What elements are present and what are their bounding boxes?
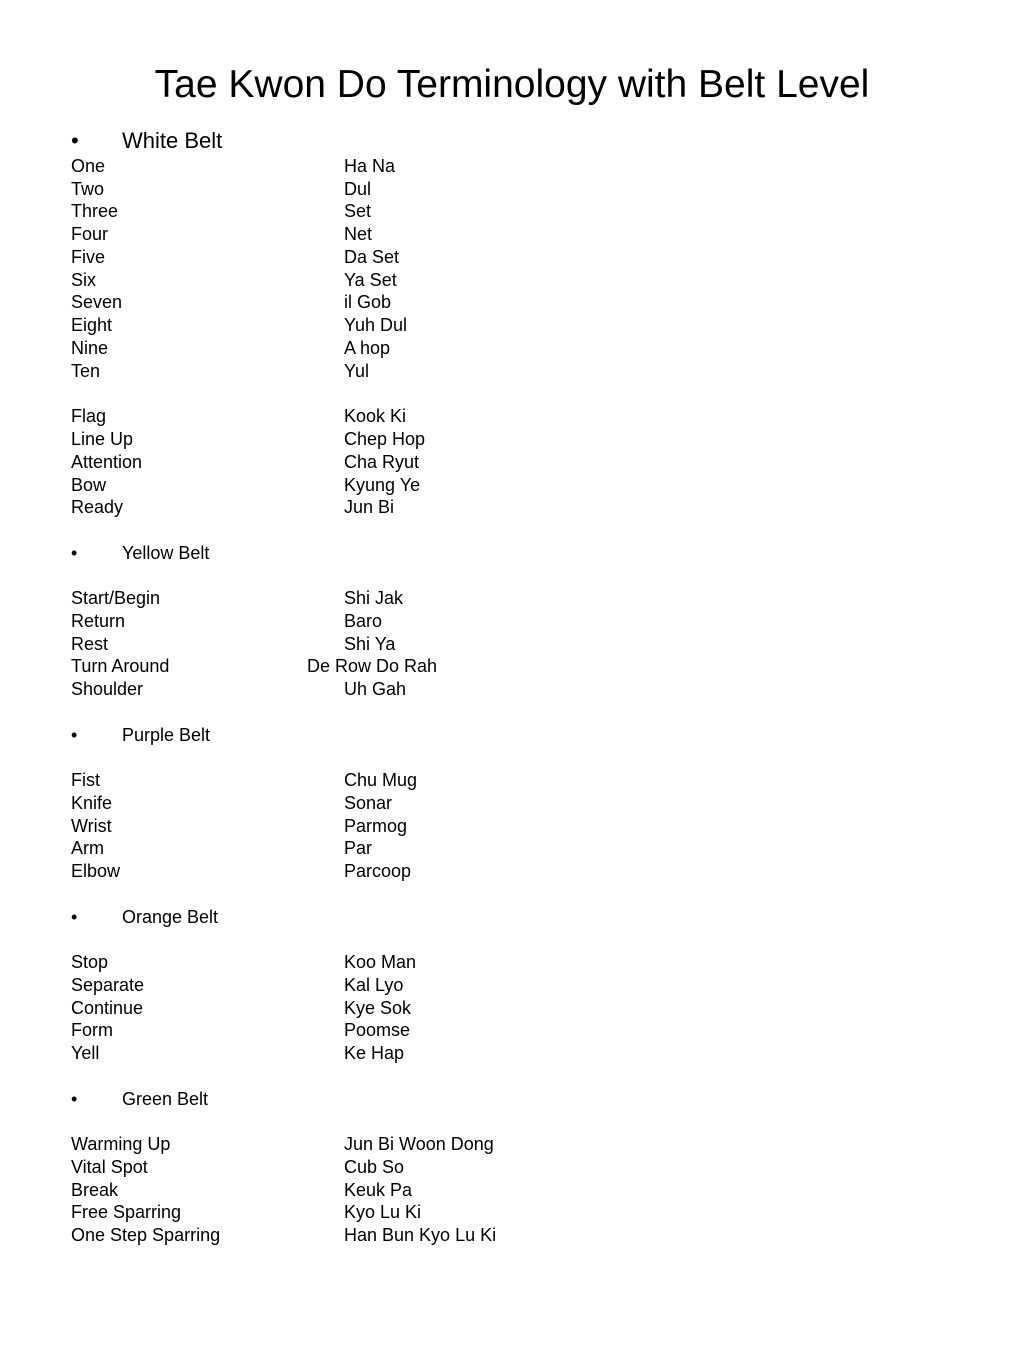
term-english: Start/Begin	[71, 588, 161, 608]
term-english: Break	[71, 1180, 119, 1200]
term-korean: Koo Man	[344, 952, 417, 972]
term-korean: Par	[344, 838, 373, 858]
term-korean: Yuh Dul	[344, 315, 408, 335]
term-english: Elbow	[71, 861, 121, 881]
term-english: Fist	[71, 770, 100, 790]
term-korean: Cha Ryut	[344, 452, 420, 472]
term-korean: Jun Bi Woon Dong	[344, 1134, 494, 1154]
section-heading-white-belt	[71, 128, 222, 154]
section-heading-purple-belt	[71, 724, 210, 747]
term-english: Flag	[71, 406, 107, 426]
term-korean: Chep Hop	[344, 429, 426, 449]
term-korean: Poomse	[344, 1020, 411, 1040]
term-korean: Kye Sok	[344, 998, 412, 1018]
term-korean: Kyung Ye	[344, 475, 421, 495]
term-english: Ready	[71, 497, 124, 517]
term-english: Knife	[71, 793, 113, 813]
term-english: Arm	[71, 838, 104, 858]
section-heading-orange-belt	[71, 906, 218, 929]
term-english: Rest	[71, 634, 109, 654]
term-english: Two	[71, 179, 105, 199]
term-korean: Jun Bi	[344, 497, 395, 517]
term-korean: Parmog	[344, 816, 408, 836]
term-english: Turn Around	[71, 656, 170, 676]
term-english: Eight	[71, 315, 113, 335]
term-english: Wrist	[71, 816, 112, 836]
section-heading-label: Purple Belt	[122, 725, 211, 745]
term-korean: Kal Lyo	[344, 975, 404, 995]
term-korean: Uh Gah	[344, 679, 407, 699]
term-english: Four	[71, 224, 109, 244]
section-heading-yellow-belt	[71, 542, 209, 565]
term-korean: il Gob	[344, 292, 392, 312]
term-korean: De Row Do Rah	[307, 656, 438, 676]
term-english: One Step Sparring	[71, 1225, 221, 1245]
section-heading-green-belt	[71, 1088, 208, 1111]
term-english: Continue	[71, 998, 144, 1018]
term-english: Stop	[71, 952, 109, 972]
section-heading-label: Yellow Belt	[122, 543, 210, 563]
term-english: Shoulder	[71, 679, 144, 699]
term-korean: Ke Hap	[344, 1043, 405, 1063]
term-english: Vital Spot	[71, 1157, 148, 1177]
term-english: Line Up	[71, 429, 134, 449]
section-heading-label: White Belt	[122, 128, 223, 153]
term-english: Nine	[71, 338, 109, 358]
term-english: Form	[71, 1020, 113, 1040]
term-korean: Dul	[344, 179, 372, 199]
term-korean: Ha Na	[344, 156, 396, 176]
term-korean: Han Bun Kyo Lu Ki	[344, 1225, 497, 1245]
term-korean: Yul	[344, 361, 370, 381]
term-korean: Keuk Pa	[344, 1180, 413, 1200]
page-title: Tae Kwon Do Terminology with Belt Level	[154, 63, 870, 106]
term-korean: Net	[344, 224, 373, 244]
term-korean: Chu Mug	[344, 770, 418, 790]
term-english: Six	[71, 270, 97, 290]
bullet-glyph: •	[71, 543, 78, 563]
term-korean: Da Set	[344, 247, 400, 267]
term-english: Bow	[71, 475, 107, 495]
term-korean: A hop	[344, 338, 391, 358]
term-english: One	[71, 156, 106, 176]
section-heading-label: Orange Belt	[122, 907, 219, 927]
term-korean: Kook Ki	[344, 406, 407, 426]
term-korean: Kyo Lu Ki	[344, 1202, 422, 1222]
term-english: Return	[71, 611, 126, 631]
term-korean: Shi Ya	[344, 634, 396, 654]
term-english: Three	[71, 201, 119, 221]
term-korean: Cub So	[344, 1157, 405, 1177]
bullet-glyph: •	[71, 128, 79, 153]
term-english: Separate	[71, 975, 145, 995]
term-korean: Set	[344, 201, 372, 221]
term-korean: Shi Jak	[344, 588, 404, 608]
term-english: Seven	[71, 292, 123, 312]
term-english: Warming Up	[71, 1134, 171, 1154]
bullet-glyph: •	[71, 1089, 78, 1109]
term-english: Five	[71, 247, 106, 267]
term-korean: Ya Set	[344, 270, 397, 290]
bullet-glyph: •	[71, 907, 78, 927]
bullet-glyph: •	[71, 725, 78, 745]
term-english: Attention	[71, 452, 143, 472]
term-english: Ten	[71, 361, 101, 381]
term-korean: Baro	[344, 611, 383, 631]
term-korean: Sonar	[344, 793, 393, 813]
term-korean: Parcoop	[344, 861, 412, 881]
term-english: Free Sparring	[71, 1202, 182, 1222]
term-english: Yell	[71, 1043, 100, 1063]
section-heading-label: Green Belt	[122, 1089, 209, 1109]
